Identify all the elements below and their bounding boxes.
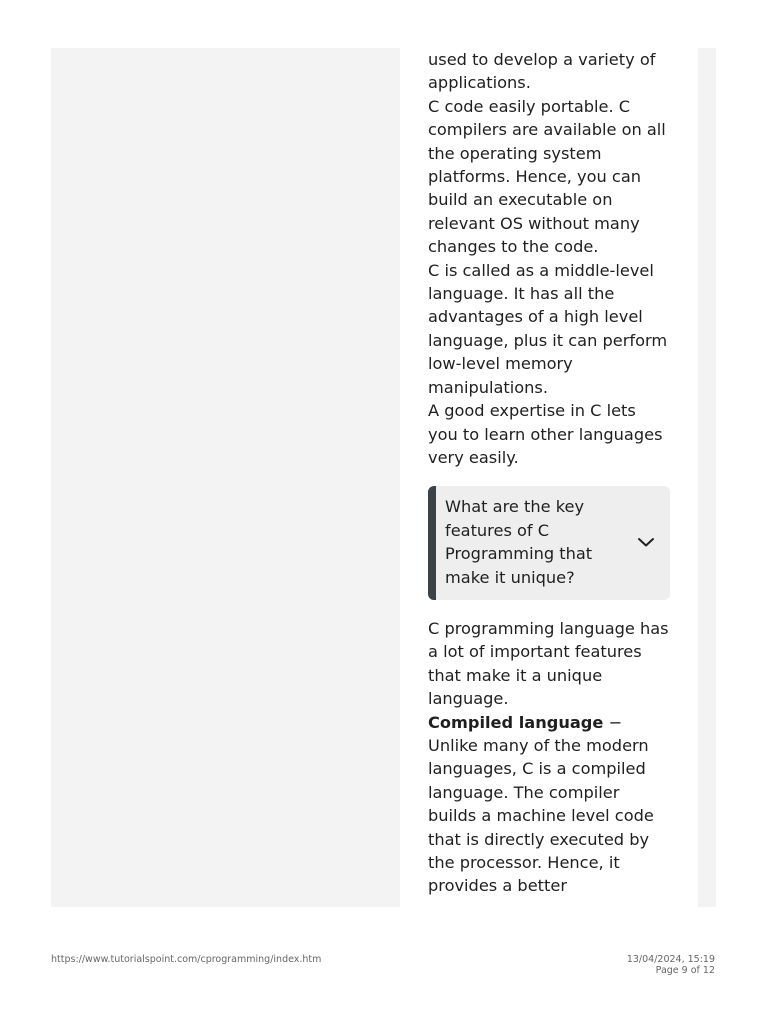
footer-datetime: 13/04/2024, 15:19 xyxy=(626,954,715,965)
footer-page-number: Page 9 of 12 xyxy=(655,965,715,976)
compiled-dash: − xyxy=(603,712,623,732)
chevron-down-icon[interactable] xyxy=(636,532,656,552)
right-margin-strip xyxy=(698,48,716,907)
paragraph-expertise: A good expertise in C lets you to learn other languages very easily. xyxy=(428,401,663,467)
paragraph-portable: C code easily portable. C compilers are available on all the operating system platforms. Hence, you can build an executable on relevant OS without many changes to the code. xyxy=(428,96,666,257)
article-content xyxy=(428,48,670,907)
compiled-language-label: Compiled language xyxy=(428,712,604,732)
paragraph-middle-level: C is called as a middle-level language. It has all the advantages of a high level language, plus it can perform low-level memory manipulations. xyxy=(428,260,668,397)
faq-question: What are the key features of C Programming that make it unique? xyxy=(445,497,593,587)
footer-url: https://www.tutorialspoint.com/cprogramming/index.htm xyxy=(51,954,322,965)
faq-accordion-item[interactable] xyxy=(428,486,670,600)
paragraph-intro: used to develop a variety of applications. xyxy=(428,50,656,93)
paragraph-features: C programming language has a lot of important features that make it a unique language. xyxy=(428,618,669,709)
left-sidebar-panel xyxy=(51,48,400,907)
paragraph-compiled xyxy=(428,711,670,898)
compiled-text: Unlike many of the modern languages, C is a compiled language. The compiler builds a machine level code that is directly executed by the processor. Hence, it provides a better xyxy=(428,735,654,896)
footer-meta xyxy=(627,954,715,976)
